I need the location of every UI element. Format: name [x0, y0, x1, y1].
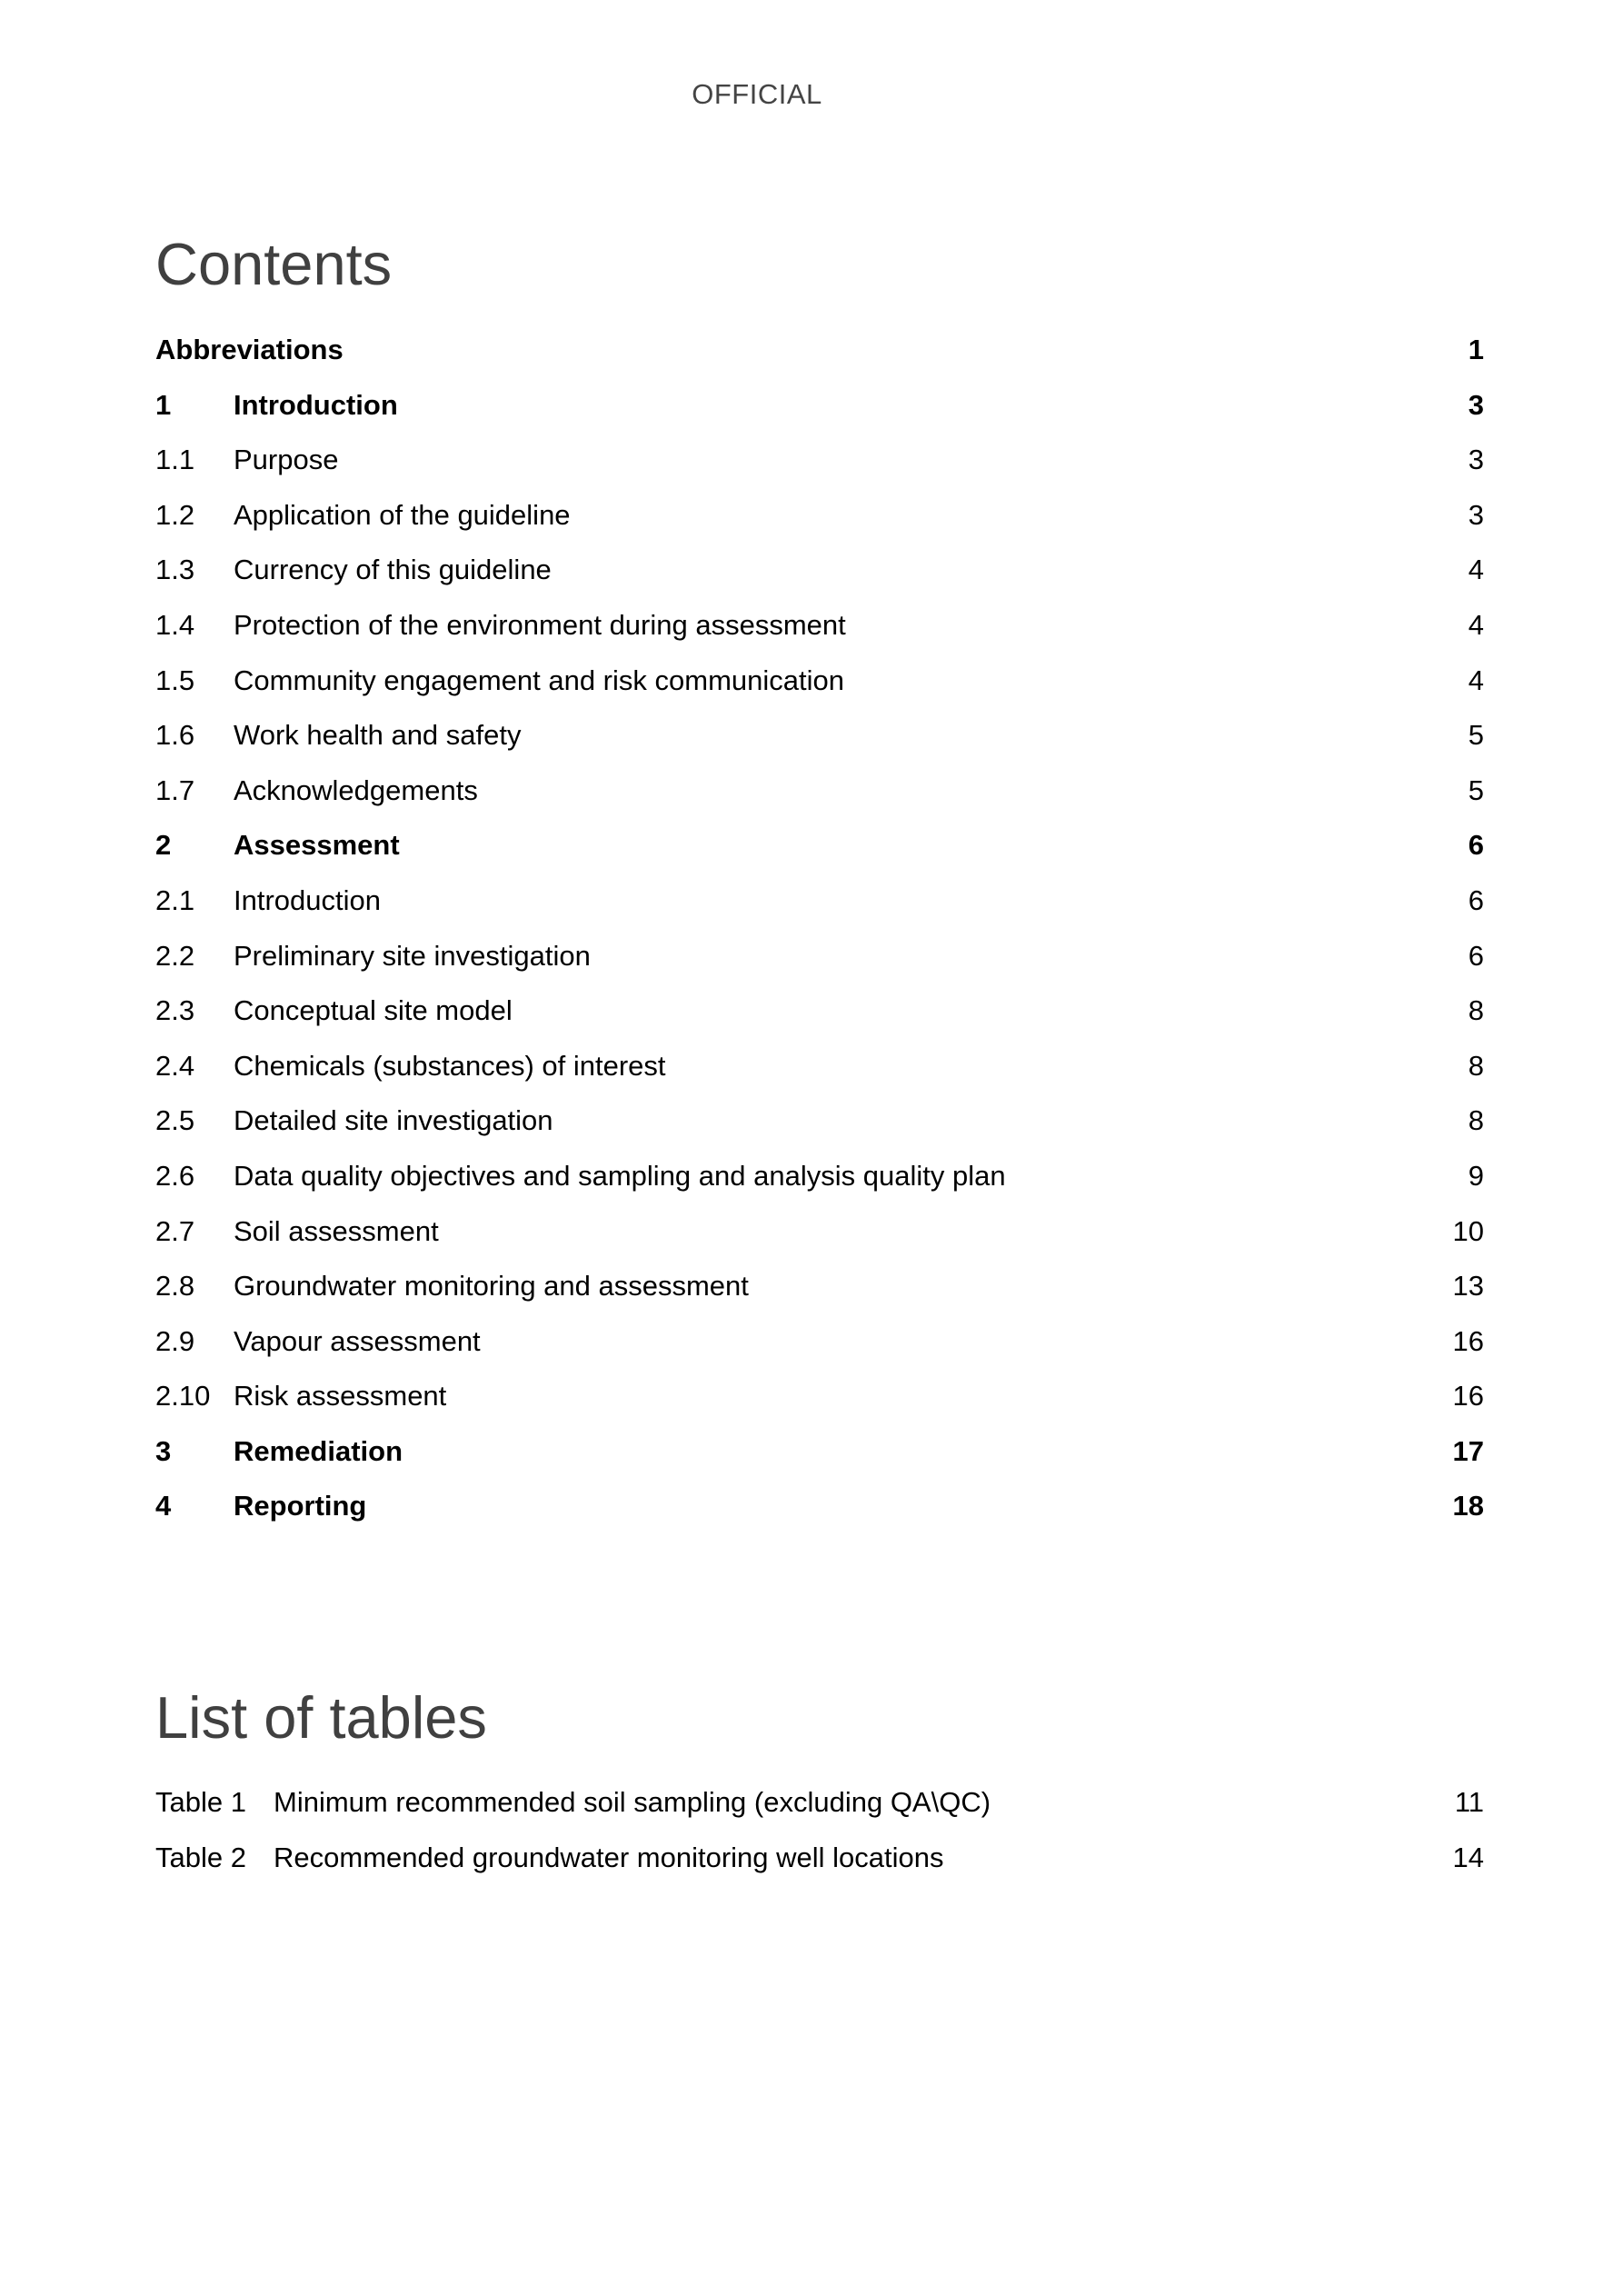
toc-entry-title: Purpose [234, 444, 339, 476]
toc-entry[interactable] [155, 1045, 1484, 1101]
toc-entry[interactable] [155, 880, 1484, 935]
toc-entry-page: 8 [1468, 1104, 1484, 1137]
toc-entry-title: Groundwater monitoring and assessment [234, 1270, 749, 1303]
list-of-tables [155, 1782, 1484, 1892]
toc-entry-title: Reporting [234, 1490, 367, 1522]
table-entry-number: Table 2 [155, 1841, 246, 1873]
toc-entry-title: Conceptual site model [234, 994, 513, 1027]
toc-entry-title: Application of the guideline [234, 498, 571, 531]
toc-entry-page: 3 [1468, 498, 1484, 531]
classification-label: OFFICIAL [692, 78, 822, 110]
toc-entry[interactable] [155, 990, 1484, 1045]
toc-entry[interactable] [155, 935, 1484, 991]
toc-entry-page: 6 [1468, 883, 1484, 916]
toc-entry-page: 4 [1468, 608, 1484, 641]
toc-entry-number: 3 [155, 1434, 172, 1467]
toc-entry[interactable] [155, 660, 1484, 715]
table-entry-title: Minimum recommended soil sampling (excluding QA\QC) [274, 1786, 991, 1818]
toc-entry-title: Remediation [234, 1434, 403, 1467]
toc-entry-title: Introduction [234, 388, 398, 421]
contents-list [155, 329, 1484, 1541]
toc-entry-number: 2.2 [155, 939, 195, 972]
toc-entry[interactable] [155, 824, 1484, 880]
toc-entry-page: 8 [1468, 994, 1484, 1027]
toc-entry-page: 1 [1468, 334, 1484, 365]
table-list-entry[interactable] [155, 1782, 1484, 1837]
toc-entry-number: 1.4 [155, 608, 195, 641]
toc-entry-number: 2 [155, 829, 172, 862]
toc-entry-number: 2.1 [155, 883, 195, 916]
toc-entry[interactable] [155, 329, 1484, 384]
toc-entry-title: Preliminary site investigation [234, 939, 591, 972]
toc-entry-number: 2.9 [155, 1324, 195, 1357]
toc-entry-number: 2.8 [155, 1270, 195, 1303]
toc-entry[interactable] [155, 604, 1484, 660]
toc-entry-number: 1 [155, 388, 172, 421]
toc-entry[interactable] [155, 714, 1484, 770]
toc-entry-title: Currency of this guideline [234, 554, 552, 586]
toc-entry-number: 2.6 [155, 1159, 195, 1192]
toc-entry-title: Vapour assessment [234, 1324, 481, 1357]
toc-entry-number: 2.3 [155, 994, 195, 1027]
toc-entry-page: 13 [1452, 1270, 1484, 1303]
toc-entry-number: 2.7 [155, 1214, 195, 1247]
toc-entry[interactable] [155, 1155, 1484, 1211]
toc-entry-title: Chemicals (substances) of interest [234, 1049, 666, 1082]
toc-entry-page: 9 [1468, 1159, 1484, 1192]
toc-entry[interactable] [155, 1485, 1484, 1541]
toc-entry-page: 18 [1452, 1490, 1484, 1522]
table-entry-title: Recommended groundwater monitoring well locations [274, 1841, 944, 1873]
toc-entry-page: 4 [1468, 664, 1484, 696]
toc-entry-number: 2.10 [155, 1380, 211, 1413]
toc-entry-page: 10 [1452, 1214, 1484, 1247]
toc-entry-title: Protection of the environment during assessment [234, 608, 846, 641]
toc-entry-title: Abbreviations [155, 334, 344, 365]
toc-entry-number: 1.5 [155, 664, 195, 696]
table-list-entry[interactable] [155, 1837, 1484, 1892]
toc-entry-page: 5 [1468, 774, 1484, 806]
toc-entry-number: 2.4 [155, 1049, 195, 1082]
toc-entry-number: 4 [155, 1490, 172, 1522]
toc-entry-page: 17 [1452, 1434, 1484, 1467]
table-entry-number: Table 1 [155, 1786, 246, 1818]
toc-entry[interactable] [155, 549, 1484, 604]
toc-entry-title: Acknowledgements [234, 774, 478, 806]
toc-entry[interactable] [155, 1375, 1484, 1431]
toc-entry-title: Soil assessment [234, 1214, 439, 1247]
toc-entry-title: Detailed site investigation [234, 1104, 553, 1137]
toc-entry-page: 5 [1468, 719, 1484, 752]
toc-entry[interactable] [155, 384, 1484, 440]
toc-entry-page: 3 [1468, 444, 1484, 476]
toc-entry-page: 4 [1468, 554, 1484, 586]
toc-entry-title: Work health and safety [234, 719, 522, 752]
toc-entry-page: 3 [1468, 388, 1484, 421]
toc-entry-number: 1.6 [155, 719, 195, 752]
toc-entry-page: 16 [1452, 1324, 1484, 1357]
toc-entry-title: Assessment [234, 829, 400, 862]
toc-entry[interactable] [155, 770, 1484, 825]
toc-entry[interactable] [155, 494, 1484, 550]
toc-entry-page: 8 [1468, 1049, 1484, 1082]
table-entry-page: 14 [1452, 1841, 1484, 1873]
toc-entry[interactable] [155, 1100, 1484, 1155]
toc-entry[interactable] [155, 1265, 1484, 1321]
toc-entry-number: 1.1 [155, 444, 195, 476]
toc-entry-page: 6 [1468, 939, 1484, 972]
toc-entry-title: Data quality objectives and sampling and analysis quality plan [234, 1159, 1006, 1192]
toc-entry-page: 16 [1452, 1380, 1484, 1413]
toc-entry[interactable] [155, 439, 1484, 494]
toc-entry-number: 1.7 [155, 774, 195, 806]
toc-entry-title: Community engagement and risk communication [234, 664, 844, 696]
toc-entry[interactable] [155, 1211, 1484, 1266]
table-entry-page: 11 [1454, 1786, 1484, 1818]
toc-entry-number: 1.2 [155, 498, 195, 531]
toc-entry-title: Introduction [234, 883, 381, 916]
toc-entry-number: 1.3 [155, 554, 195, 586]
toc-entry[interactable] [155, 1321, 1484, 1376]
toc-entry-page: 6 [1468, 829, 1484, 862]
toc-entry-number: 2.5 [155, 1104, 195, 1137]
toc-entry-title: Risk assessment [234, 1380, 447, 1413]
toc-entry[interactable] [155, 1431, 1484, 1486]
contents-heading: Contents [155, 231, 393, 297]
list-of-tables-heading: List of tables [155, 1684, 487, 1751]
